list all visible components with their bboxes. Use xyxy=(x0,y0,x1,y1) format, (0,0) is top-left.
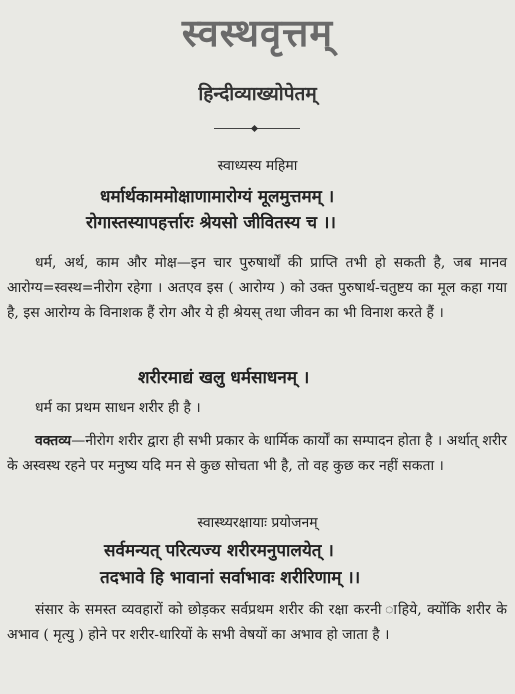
section-heading-purpose-of-health-protection: स्वास्थ्यरक्षायाः प्रयोजनम् xyxy=(197,515,318,531)
note-text: —नीरोग शरीर द्वारा ही सभी प्रकार के धार्मिक कार्यों का सम्पादन होता है । अर्थात् शरीर के अस्वस्थ रहने पर मनुष्य यदि मन से कुछ सोचता भी है, तो वह कुछ कर नहीं सकता । xyxy=(7,433,507,474)
verse-3-line-2: तदभावे हि भावानां सर्वाभावः शरीरिणाम् ।। xyxy=(100,568,361,588)
divider-diamond xyxy=(251,125,258,132)
verse-1-line-1: धर्मार्थकाममोक्षाणामारोग्यं मूलमुत्तमम् । xyxy=(100,187,335,207)
verse-1-line-2: रोगास्तस्यापहर्त्तारः श्रेयसो जीवितस्य च ।। xyxy=(86,213,336,233)
note-paragraph xyxy=(7,429,507,479)
explanation-paragraph-1: धर्म, अर्थ, काम और मोक्ष—इन चार पुरुषार्थों की प्राप्ति तभी हो सकती है, जब मानव आरोग्य=स्वस्थ=नीरोग रहेगा । अतएव इस ( आरोग्य ) को उक्त पुरुषार्थ-चतुष्टय का मूल कहा गया है, इस आरोग्य के विनाशक हैं रोग और ये ही श्रेयस् तथा जीवन का भी विनाश करते हैं । xyxy=(7,255,507,321)
explanation-paragraph-2: धर्म का प्रथम साधन शरीर ही है । xyxy=(35,400,201,416)
verse-2: शरीरमाद्यं खलु धर्मसाधनम् । xyxy=(138,368,310,388)
section-heading-importance-of-health: स्वाध्यस्य महिमा xyxy=(217,158,298,174)
note-label: वक्तव्य xyxy=(35,433,72,449)
verse-3-line-1: सर्वमन्यत् परित्यज्य शरीरमनुपालयेत् । xyxy=(104,541,334,561)
page-subtitle: हिन्दीव्याख्योपेतम् xyxy=(198,83,317,105)
page-title: स्वस्थवृत्तम् xyxy=(181,10,334,55)
explanation-paragraph-3: संसार के समस्त व्यवहारों को छोड़कर सर्वप्रथम शरीर की रक्षा करनी ाहिये, क्योंकि शरीर के अभाव ( मृत्यु ) होने पर शरीर-धारियों के सभी वेषयों का अभाव हो जाता है । xyxy=(7,602,507,643)
